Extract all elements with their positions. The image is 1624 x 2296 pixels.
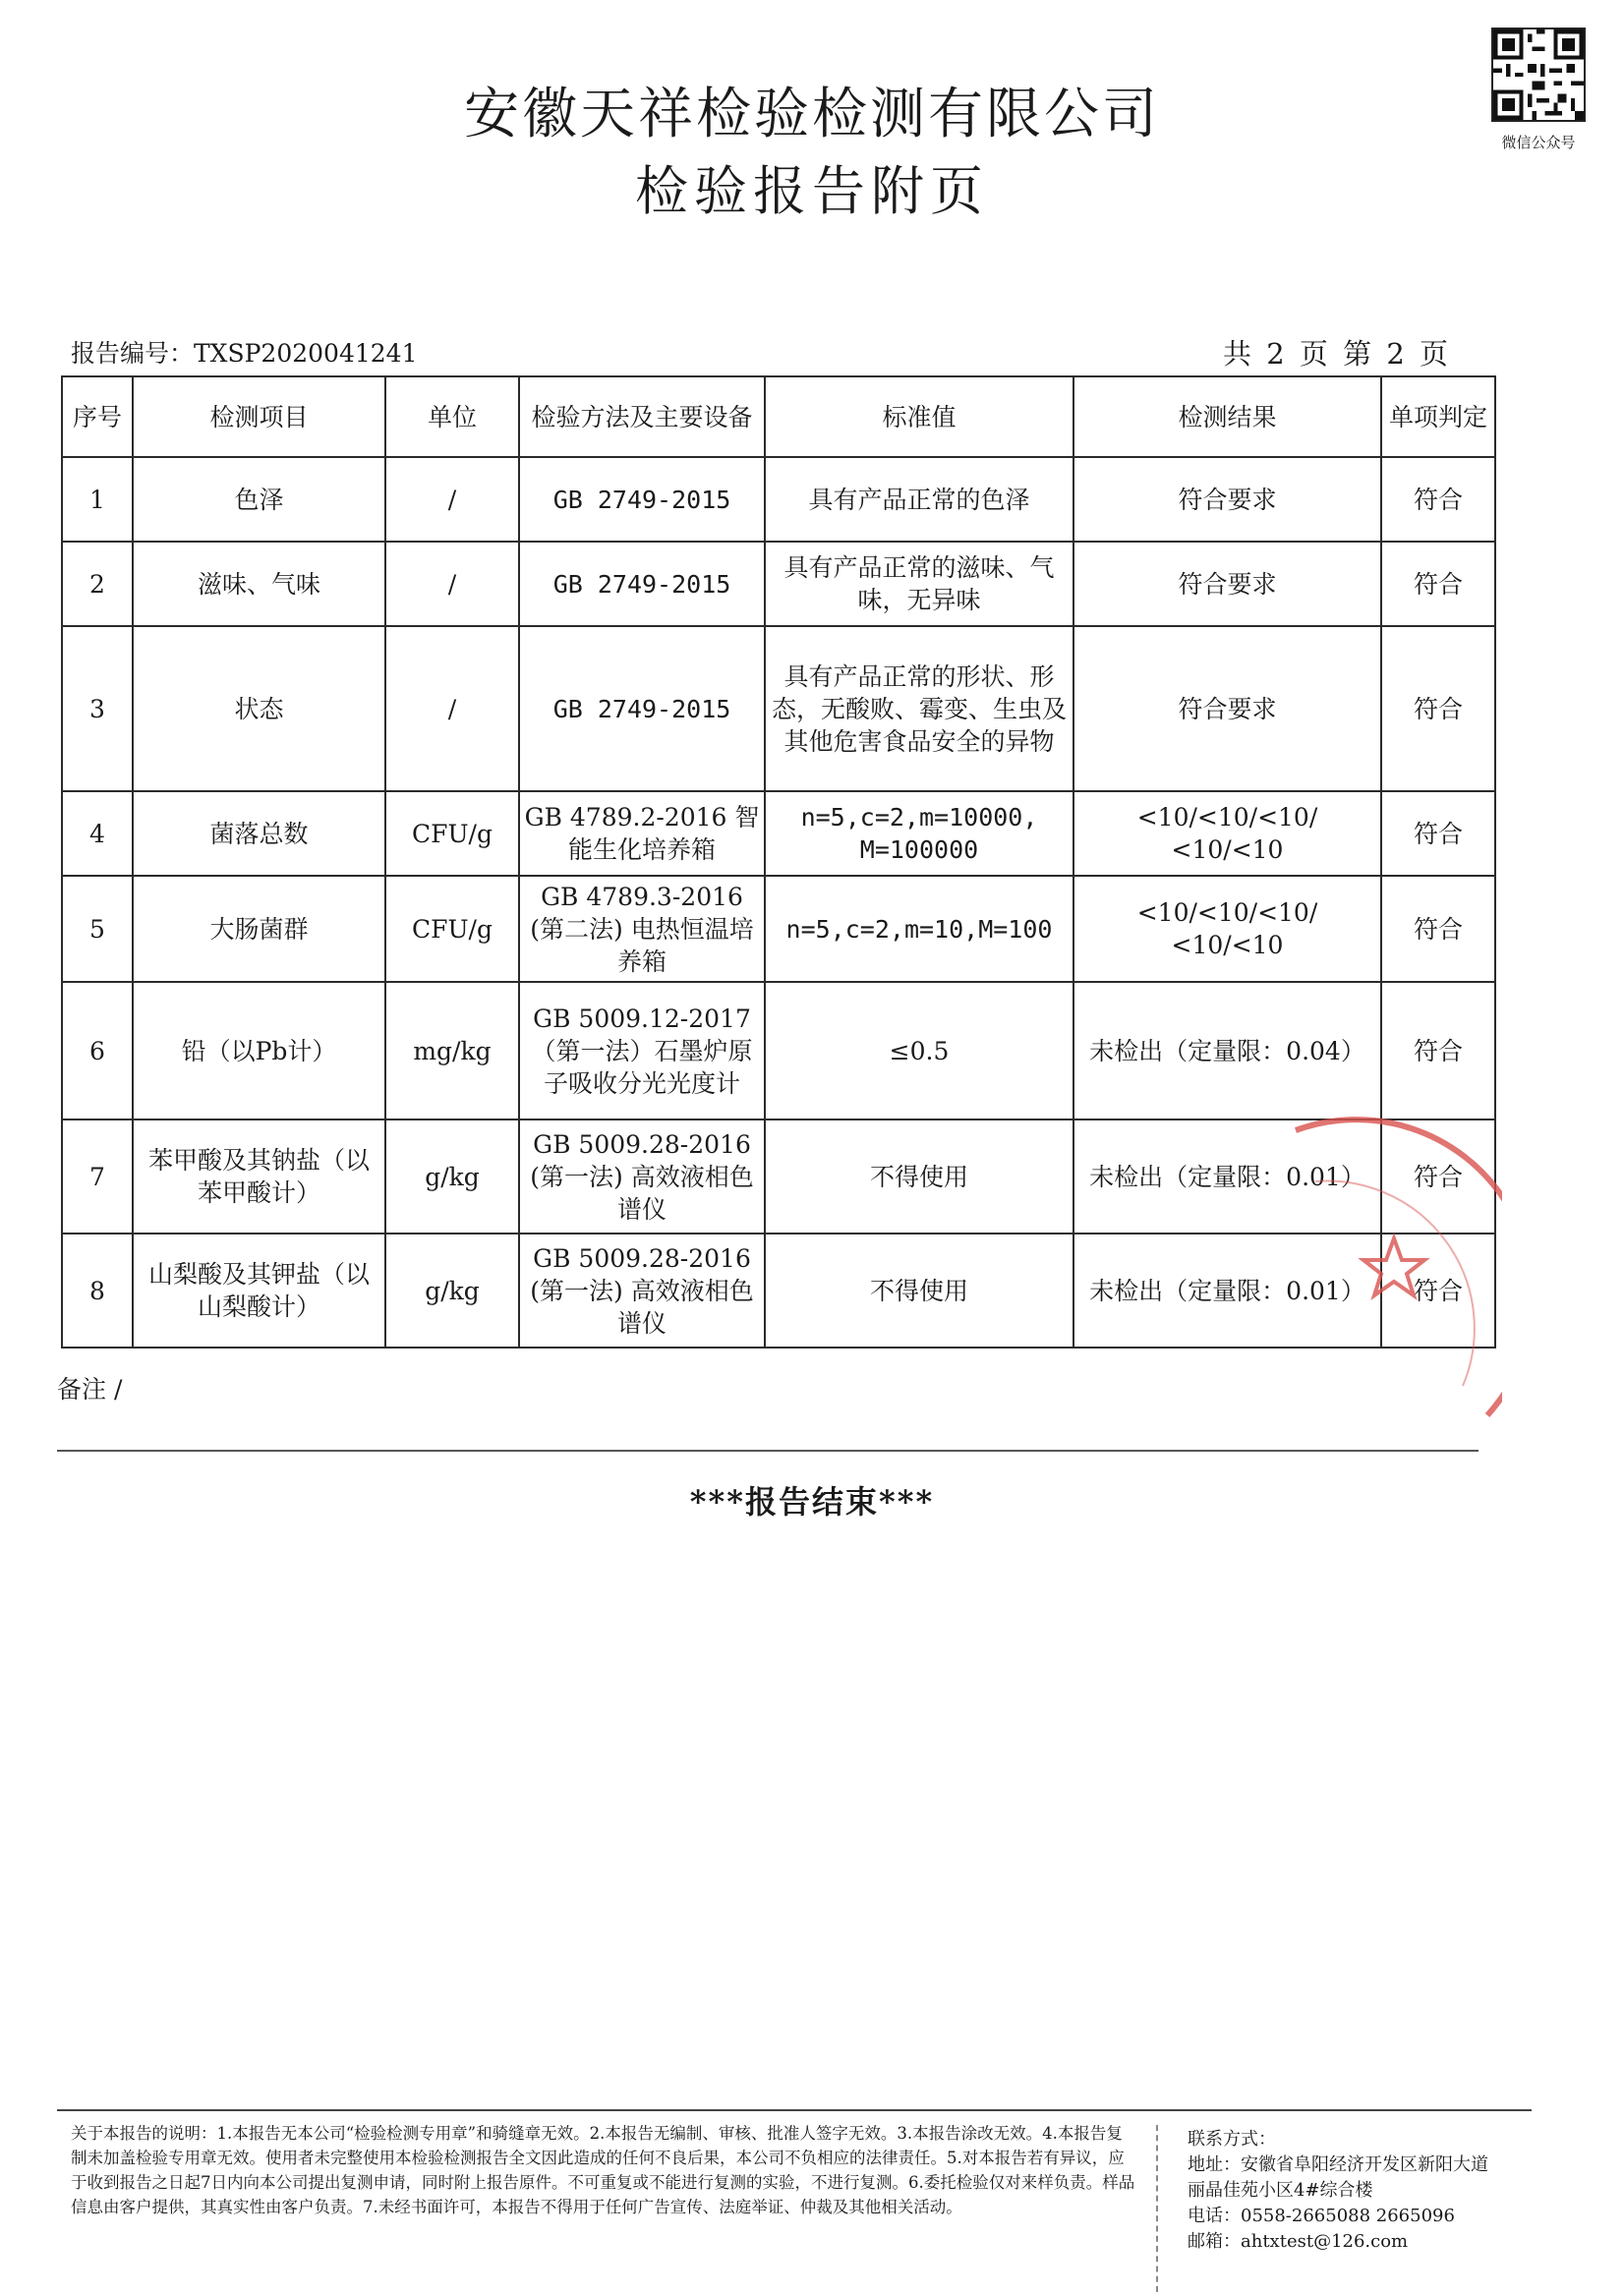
row-method: GB 2749-2015 [519,626,765,791]
row-unit: CFU/g [385,876,519,982]
row-verdict: 符合 [1381,626,1495,791]
row-result: 符合要求 [1073,542,1381,626]
table-row [62,1119,1495,1234]
contact-address-line1: 地址：安徽省阜阳经济开发区新阳大道 [1188,2154,1488,2175]
header-unit: 单位 [385,376,519,457]
table-header-row [62,376,1495,457]
row-result: 符合要求 [1073,457,1381,542]
contact-title: 联系方式： [1188,2129,1276,2150]
row-no: 7 [62,1119,133,1234]
row-standard: ≤0.5 [765,982,1073,1119]
row-standard: 不得使用 [765,1234,1073,1348]
row-standard: n=5,c=2,m=10,M=100 [765,876,1073,982]
report-number: 报告编号：TXSP2020041241 [71,339,418,368]
header-standard: 标准值 [765,376,1073,457]
report-end-mark: ***报告结束*** [689,1483,935,1521]
row-unit: CFU/g [385,791,519,876]
contact-address-line2: 丽晶佳苑小区4#综合楼 [1188,2180,1373,2201]
table-row [62,876,1495,982]
row-result: 符合要求 [1073,626,1381,791]
row-unit: / [385,626,519,791]
company-name: 安徽天祥检验检测有限公司 [464,83,1160,146]
footer-divider [57,2109,1532,2111]
row-standard: 具有产品正常的形状、形态，无酸败、霉变、生虫及其他危害食品安全的异物 [765,626,1073,791]
row-no: 4 [62,791,133,876]
row-item: 大肠菌群 [133,876,385,982]
row-verdict: 符合 [1381,1234,1495,1348]
row-unit: / [385,542,519,626]
row-verdict: 符合 [1381,542,1495,626]
remark-label: 备注 / [57,1375,123,1404]
row-no: 6 [62,982,133,1119]
page-info: 共 2 页 第 2 页 [1223,337,1451,371]
row-method: GB 2749-2015 [519,457,765,542]
row-result: <10/<10/<10/ <10/<10 [1073,791,1381,876]
remark-row [57,1347,1479,1452]
document-title: 检验报告附页 [635,160,989,222]
row-method: GB 5009.28-2016 (第一法) 高效液相色谱仪 [519,1119,765,1234]
row-item: 状态 [133,626,385,791]
footer-disclaimer: 关于本报告的说明：1.本报告无本公司“检验检测专用章”和骑缝章无效。2.本报告无编制、审核、批准人签字无效。3.本报告涂改无效。4.本报告复制未加盖检验专用章无效。使用者未完整使用本检验检测报告全文因此造成的任何不良后果，本公司不负相应的法律责任。5.对本报告若有异议，应于收到报告之日起7日内向本公司提出复测申请，同时附上报告原件。不可重复或不能进行复测的实验，不进行复测。6.委托检验仅对来样负责。样品信息由客户提供，其真实性由客户负责。7.未经书面许可，本报告不得用于任何广告宣传、法庭举证、仲裁及其他相关活动。 [71,2124,1135,2216]
contact-info [1188,2127,1488,2255]
row-no: 1 [62,457,133,542]
row-unit: g/kg [385,1119,519,1234]
row-no: 8 [62,1234,133,1348]
row-verdict: 符合 [1381,457,1495,542]
footer-separator [1156,2125,1158,2292]
row-standard: 具有产品正常的滋味、气味，无异味 [765,542,1073,626]
row-method: GB 4789.3-2016 (第二法) 电热恒温培养箱 [519,876,765,982]
row-verdict: 符合 [1381,982,1495,1119]
row-unit: / [385,457,519,542]
row-item: 滋味、气味 [133,542,385,626]
row-result: 未检出（定量限：0.01） [1073,1234,1381,1348]
contact-phone: 电话：0558-2665088 2665096 [1188,2206,1455,2226]
row-method: GB 5009.12-2017 （第一法）石墨炉原子吸收分光光度计 [519,982,765,1119]
row-verdict: 符合 [1381,1119,1495,1234]
row-result: 未检出（定量限：0.04） [1073,982,1381,1119]
row-standard: 不得使用 [765,1119,1073,1234]
row-no: 2 [62,542,133,626]
row-item: 色泽 [133,457,385,542]
row-no: 3 [62,626,133,791]
table-row [62,626,1495,791]
row-unit: g/kg [385,1234,519,1348]
table-row [62,791,1495,876]
row-method: GB 5009.28-2016 (第一法) 高效液相色谱仪 [519,1234,765,1348]
table-row [62,982,1495,1119]
test-results-table [61,375,1496,1349]
header-no: 序号 [62,376,133,457]
row-result: <10/<10/<10/ <10/<10 [1073,876,1381,982]
row-standard: n=5,c=2,m=10000, M=100000 [765,791,1073,876]
row-result: 未检出（定量限：0.01） [1073,1119,1381,1234]
header-item: 检测项目 [133,376,385,457]
row-verdict: 符合 [1381,876,1495,982]
row-item: 山梨酸及其钾盐（以山梨酸计） [133,1234,385,1348]
header-verdict: 单项判定 [1381,376,1495,457]
table-row [62,1234,1495,1348]
row-method: GB 2749-2015 [519,542,765,626]
header-result: 检测结果 [1073,376,1381,457]
row-verdict: 符合 [1381,791,1495,876]
row-item: 铅（以Pb计） [133,982,385,1119]
table-row [62,457,1495,542]
header-method: 检验方法及主要设备 [519,376,765,457]
qr-caption: 微信公众号 [1501,134,1576,151]
contact-email: 邮箱：ahtxtest@126.com [1188,2231,1409,2252]
table-row [62,542,1495,626]
row-no: 5 [62,876,133,982]
row-unit: mg/kg [385,982,519,1119]
row-method: GB 4789.2-2016 智能生化培养箱 [519,791,765,876]
row-standard: 具有产品正常的色泽 [765,457,1073,542]
row-item: 苯甲酸及其钠盐（以苯甲酸计） [133,1119,385,1234]
row-item: 菌落总数 [133,791,385,876]
